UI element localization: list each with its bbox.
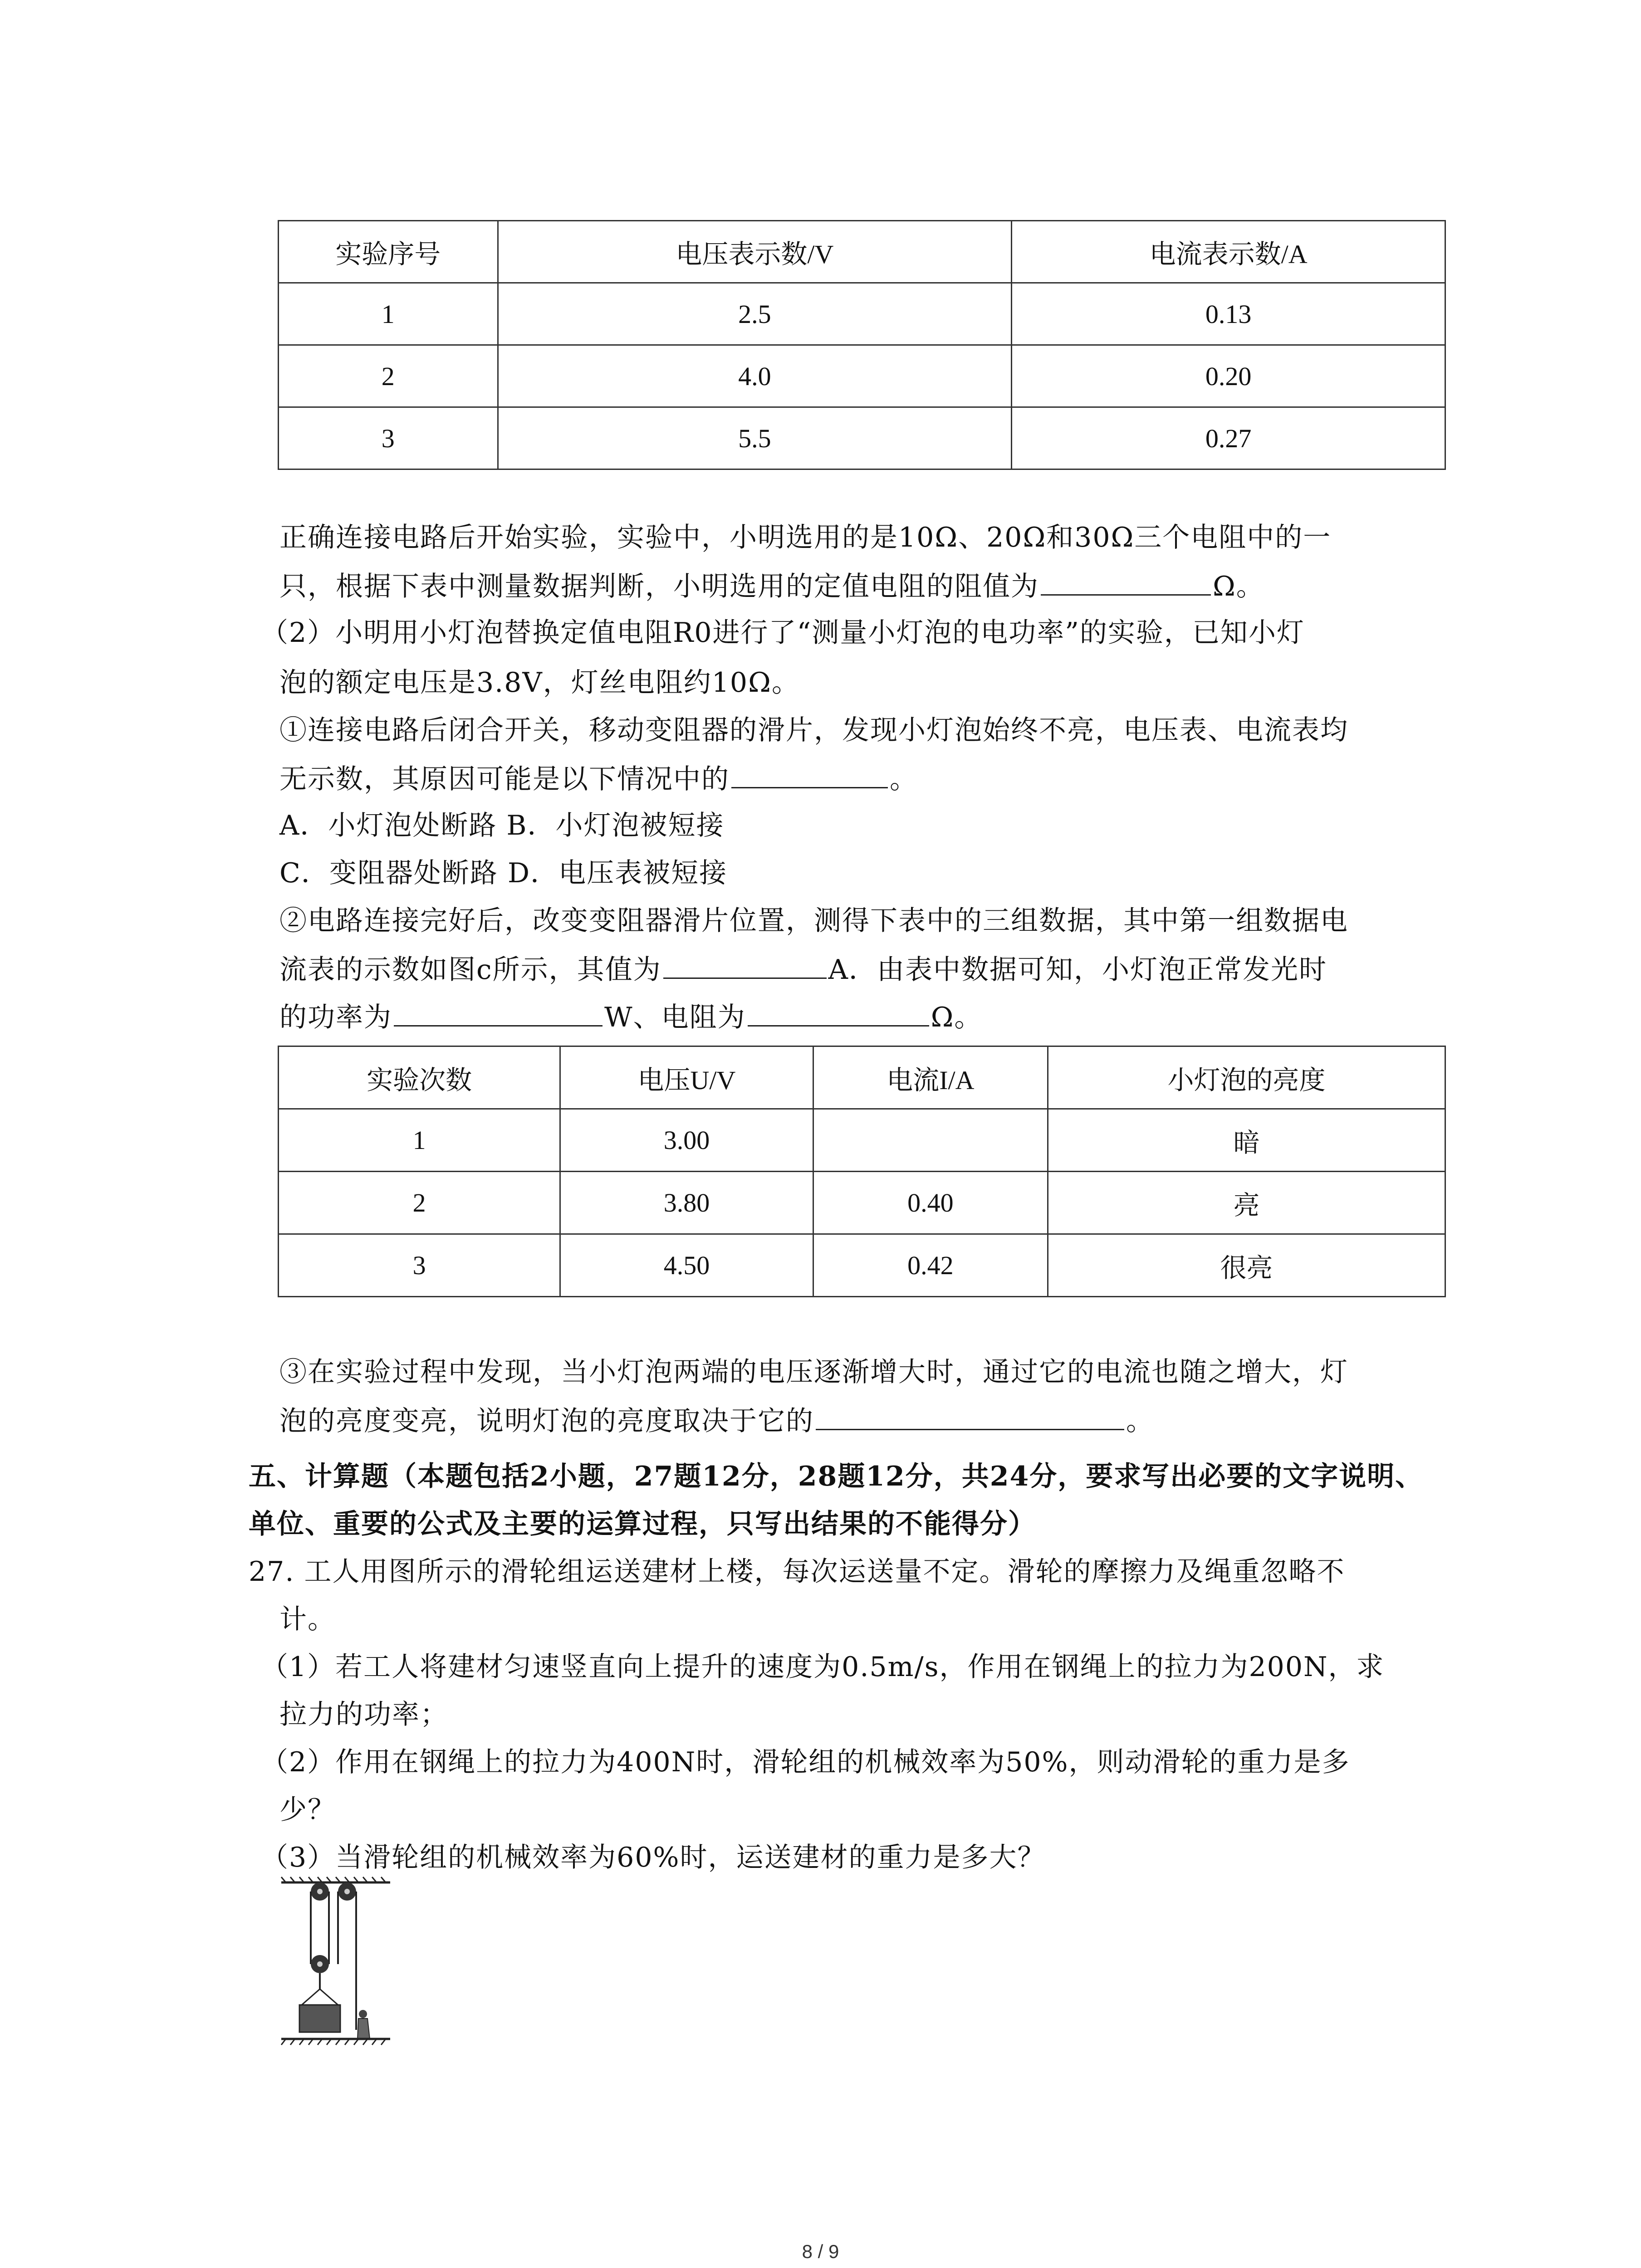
table-cell: 亮 (1048, 1172, 1445, 1234)
text-line (279, 567, 1264, 605)
lamp-data-table (278, 1046, 1446, 1297)
table-header-cell: 电压表示数/V (498, 221, 1012, 283)
table-header-cell: 实验序号 (279, 221, 498, 283)
question-text: （2）作用在钢绳上的拉力为400N时，滑轮组的机械效率为50%，则动滑轮的重力是多 (261, 1746, 1350, 1778)
text-line: 正确连接电路后开始实验，实验中，小明选用的是10Ω、20Ω和30Ω三个电阻中的一 (279, 522, 1332, 553)
table-cell: 3 (279, 407, 498, 469)
text-line: ③在实验过程中发现，当小灯泡两端的电压逐渐增大时，通过它的电流也随之增大，灯 (279, 1356, 1348, 1388)
answer-blank[interactable] (663, 950, 827, 979)
table-cell: 2.5 (498, 283, 1012, 345)
table-cell: 2 (279, 1172, 560, 1234)
table-cell: 0.40 (813, 1172, 1048, 1234)
text-line: C．变阻器处断路 D．电压表被短接 (279, 857, 728, 889)
text-span: Ω。 (931, 1002, 983, 1033)
table-header-cell: 实验次数 (279, 1046, 560, 1109)
question-text: 拉力的功率； (279, 1699, 448, 1730)
table-header-cell: 电流I/A (813, 1046, 1048, 1109)
text-span: 泡的亮度变亮，说明灯泡的亮度取决于它的 (279, 1405, 814, 1437)
table-cell: 1 (279, 283, 498, 345)
section-heading: 单位、重要的公式及主要的运算过程，只写出结果的不能得分） (249, 1508, 1036, 1540)
text-line: ①连接电路后闭合开关，移动变阻器的滑片，发现小灯泡始终不亮，电压表、电流表均 (279, 714, 1348, 746)
text-span: 。 (1126, 1405, 1154, 1437)
text-span: Ω。 (1213, 571, 1264, 602)
text-span: W、电阻为 (604, 1002, 746, 1033)
table-cell: 3.00 (560, 1109, 813, 1172)
question-text: （3）当滑轮组的机械效率为60%时，运送建材的重力是多大？ (261, 1842, 1046, 1873)
answer-blank[interactable] (816, 1402, 1124, 1430)
answer-blank[interactable] (731, 760, 888, 788)
table-cell: 0.42 (813, 1234, 1048, 1297)
text-span: A．由表中数据可知，小灯泡正常发光时 (828, 954, 1327, 986)
table-header-row (279, 1046, 1445, 1109)
table-cell: 0.20 (1012, 345, 1445, 407)
table-cell: 4.0 (498, 345, 1012, 407)
table-cell: 很亮 (1048, 1234, 1445, 1297)
pulley-system-icon (277, 1873, 395, 2064)
table-cell: 3.80 (560, 1172, 813, 1234)
table-header-row (279, 221, 1445, 283)
table-header-cell: 电流表示数/A (1012, 221, 1445, 283)
answer-blank[interactable] (1041, 567, 1211, 596)
resistor-data-table (278, 220, 1446, 470)
text-line (279, 950, 1327, 988)
table-cell: 0.27 (1012, 407, 1445, 469)
table-header-cell: 小灯泡的亮度 (1048, 1046, 1445, 1109)
table-cell: 4.50 (560, 1234, 813, 1297)
table-cell: 5.5 (498, 407, 1012, 469)
text-span: 无示数，其原因可能是以下情况中的 (279, 763, 730, 795)
table-cell (813, 1109, 1048, 1172)
table-row (279, 1109, 1445, 1172)
text-span: 。 (890, 763, 918, 795)
text-line (279, 998, 982, 1036)
table-header-cell: 电压U/V (560, 1046, 813, 1109)
table-row (279, 283, 1445, 345)
table-row (279, 1234, 1445, 1297)
text-span: 的功率为 (279, 1002, 392, 1033)
answer-blank[interactable] (748, 998, 929, 1026)
text-line (279, 1402, 1154, 1439)
answer-blank[interactable] (394, 998, 603, 1026)
question-text: （1）若工人将建材匀速竖直向上提升的速度为0.5m/s，作用在钢绳上的拉力为200N，求 (261, 1651, 1385, 1683)
text-line: A．小灯泡处断路 B．小灯泡被短接 (279, 810, 725, 841)
section-heading: 五、计算题（本题包括2小题，27题12分，28题12分，共24分，要求写出必要的文字说明、 (249, 1461, 1424, 1492)
text-line: （2）小明用小灯泡替换定值电阻R0进行了“测量小灯泡的电功率”的实验，已知小灯 (261, 617, 1305, 649)
text-line: ②电路连接完好后，改变变阻器滑片位置，测得下表中的三组数据，其中第一组数据电 (279, 905, 1348, 937)
table-row (279, 407, 1445, 469)
page-number: 8 / 9 (802, 2241, 839, 2262)
table-row (279, 1172, 1445, 1234)
table-cell: 3 (279, 1234, 560, 1297)
text-span: 只，根据下表中测量数据判断，小明选用的定值电阻的阻值为 (279, 571, 1039, 602)
table-cell: 0.13 (1012, 283, 1445, 345)
table-cell: 1 (279, 1109, 560, 1172)
table-cell: 2 (279, 345, 498, 407)
table-row (279, 345, 1445, 407)
question-text: 计。 (279, 1603, 336, 1635)
text-line (279, 760, 918, 797)
question-text: 27. 工人用图所示的滑轮组运送建材上楼，每次运送量不定。滑轮的摩擦力及绳重忽略不 (249, 1556, 1345, 1588)
table-cell: 暗 (1048, 1109, 1445, 1172)
text-line: 泡的额定电压是3.8V，灯丝电阻约10Ω。 (279, 667, 800, 699)
text-span: 流表的示数如图c所示，其值为 (279, 954, 661, 986)
question-text: 少？ (279, 1794, 336, 1826)
